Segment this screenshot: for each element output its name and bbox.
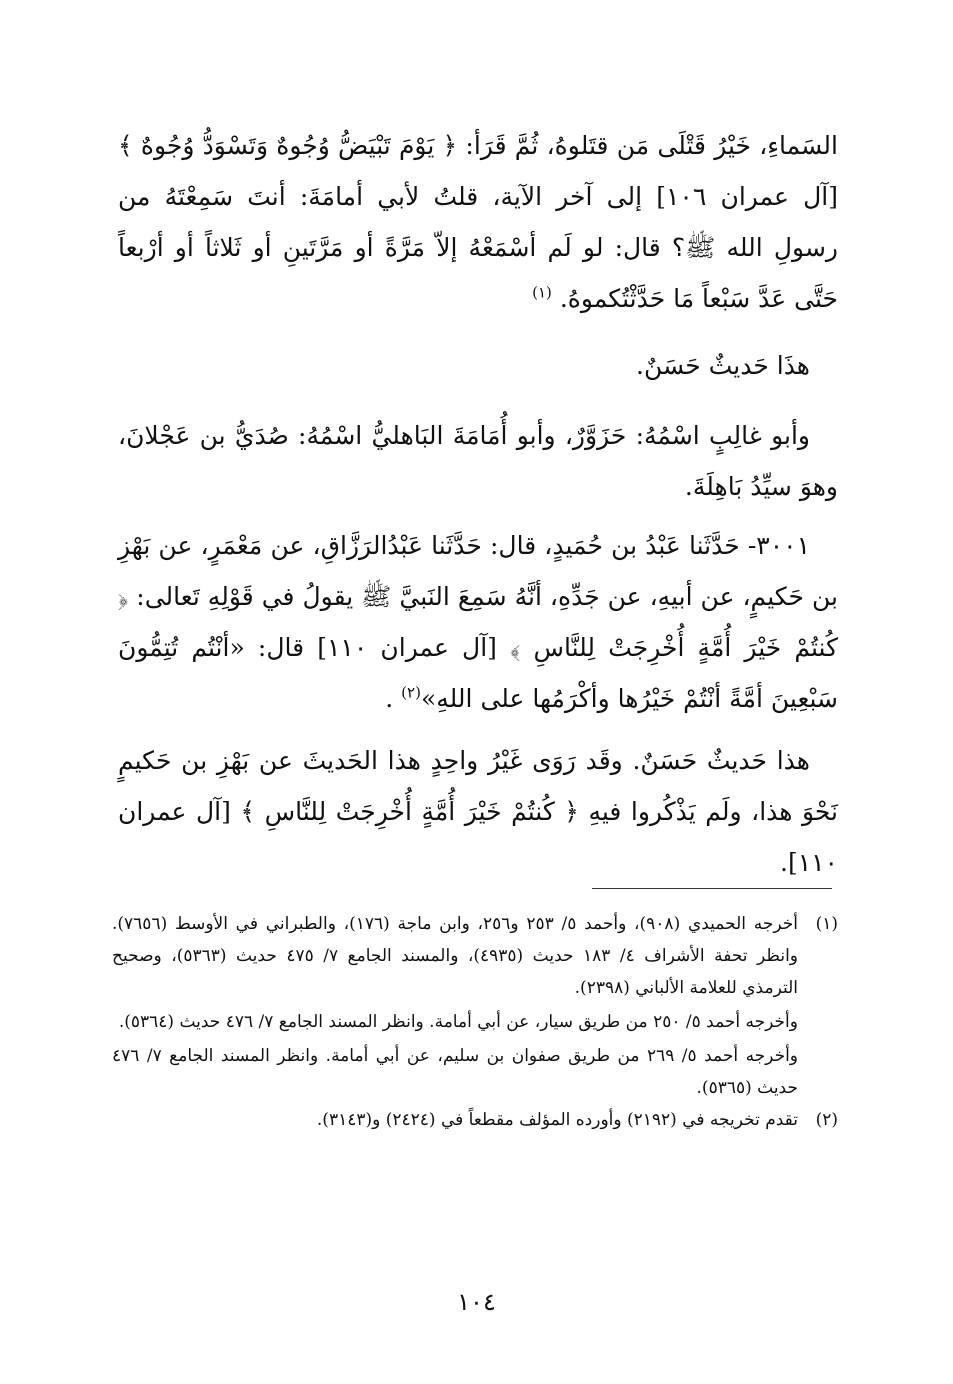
paragraph-4-end: . xyxy=(385,684,394,713)
grading-2 xyxy=(118,735,838,888)
footnote-ref-2: (٢) xyxy=(401,683,421,702)
footnote-1-body xyxy=(112,908,798,1104)
footnote-1-para-1: أخرجه الحميدي (٩٠٨)، وأحمد ٥/ ٢٥٣ و٢٥٦، وابن ماجة (١٧٦)، والطبراني في الأوسط (٧٦٥٦). وانظر تحفة الأشراف ٤/ ١٨٣ حديث (٤٩٣٥)، والمسند الجامع ٧/ ٤٧٥ حديث (٥٣٦٣)، وصحيح الترمذي للعلامة الألباني (٢٣٩٨). xyxy=(112,914,799,998)
footnote-divider xyxy=(592,888,832,889)
paragraph-5-text: هذا حَديثٌ حَسَنٌ. وقَد رَوَى غَيْرُ واحِدٍ هذا الحَديثَ عن بَهْزِ بن حَكيمٍ نَحْوَ هذا، ولَم يَذْكُروا فيهِ ﴿ كُنتُمْ خَيْرَ أُمَّةٍ أُخْرِجَتْ لِلنَّاسِ ﴾ [آل عمران ١١٠]. xyxy=(118,746,839,877)
paragraph-3-text: وأبو غالِبٍ اسْمُهُ: حَزَوَّرٌ، وأبو أُمَامَةَ البَاهليُّ اسْمُهُ: صُدَيُّ بن عَجْلانَ، وهوَ سيِّدُ بَاهِلَةَ. xyxy=(118,421,838,501)
grading-1 xyxy=(118,340,838,391)
paragraph-1-text: السَماءِ، خَيْرُ قَتْلَى مَن قتَلوهُ، ثُمَّ قَرَأ: ﴿ يَوْمَ تَبْيَضُّ وُجُوهٌ وَتَسْوَدُّ وُجُوهٌ ﴾ [آل عمران ١٠٦] إلى آخر الآية، قلتُ لأبي أمامَةَ: أنتَ سَمِعْتَهُ من رسولِ الله ﷺ؟ قال: لو لَم أسْمَعْهُ إلاّ مَرَّةً أو مَرَّتَينِ أو ثَلاثاً أو أرْبعاً حَتَّى عَدَّ سَبْعاً مَا حَدَّثْتُكموهُ. xyxy=(118,131,838,313)
footnote-2-body xyxy=(112,1104,798,1136)
footnote-2-para-1: تقدم تخريجه في (٢١٩٢) وأورده المؤلف مقطعاً في (٢٤٢٤) و(٣١٤٣). xyxy=(316,1110,798,1130)
footnote-2 xyxy=(112,1104,838,1136)
paragraph-hadith-end xyxy=(118,120,838,324)
paragraph-4-text: ٣٠٠١- حَدَّثَنا عَبْدُ بن حُمَيدٍ، قال: حَدَّثَنا عَبْدُالرَزَّاقِ، عن مَعْمَرٍ، عن بَهْزِ بن حَكيمٍ، عن أبيهِ، عن جَدِّهِ، أنَّهُ سَمِعَ النَبيَّ ﷺ يقولُ في قَوْلِهِ تَعالى: ﴿ كُنتُمْ خَيْرَ أُمَّةٍ أُخْرِجَتْ لِلنَّاسِ ﴾ [آل عمران ١١٠] قال: «أنْتُم تُتِمُّونَ سَبْعِينَ أمَّةً أنْتُمْ خَيْرُها وأكْرَمُها على اللهِ» xyxy=(118,531,838,713)
narrator-note xyxy=(118,410,838,512)
footnote-ref-1: (١) xyxy=(532,283,552,302)
footnote-1 xyxy=(112,908,838,1104)
paragraph-2-text: هذَا حَديثٌ حَسَنٌ. xyxy=(636,351,810,380)
main-text xyxy=(118,120,838,324)
footnote-1-number: (١) xyxy=(815,914,838,934)
footnotes xyxy=(112,908,838,1136)
paragraph-4 xyxy=(118,520,838,724)
footnote-1-para-3: وأخرجه أحمد ٥/ ٢٦٩ من طريق صفوان بن سليم، عن أبي أمامة. وانظر المسند الجامع ٧/ ٤٧٦ حديث (٥٣٦٥). xyxy=(112,1046,799,1098)
page-number: ١٠٤ xyxy=(457,1288,496,1316)
footnote-2-number: (٢) xyxy=(815,1110,838,1130)
hadith-3001 xyxy=(118,520,838,724)
footnote-1-para-2: وأخرجه أحمد ٥/ ٢٥٠ من طريق سيار، عن أبي أمامة. وانظر المسند الجامع ٧/ ٤٧٦ حديث (٥٣٦٤). xyxy=(118,1012,798,1032)
